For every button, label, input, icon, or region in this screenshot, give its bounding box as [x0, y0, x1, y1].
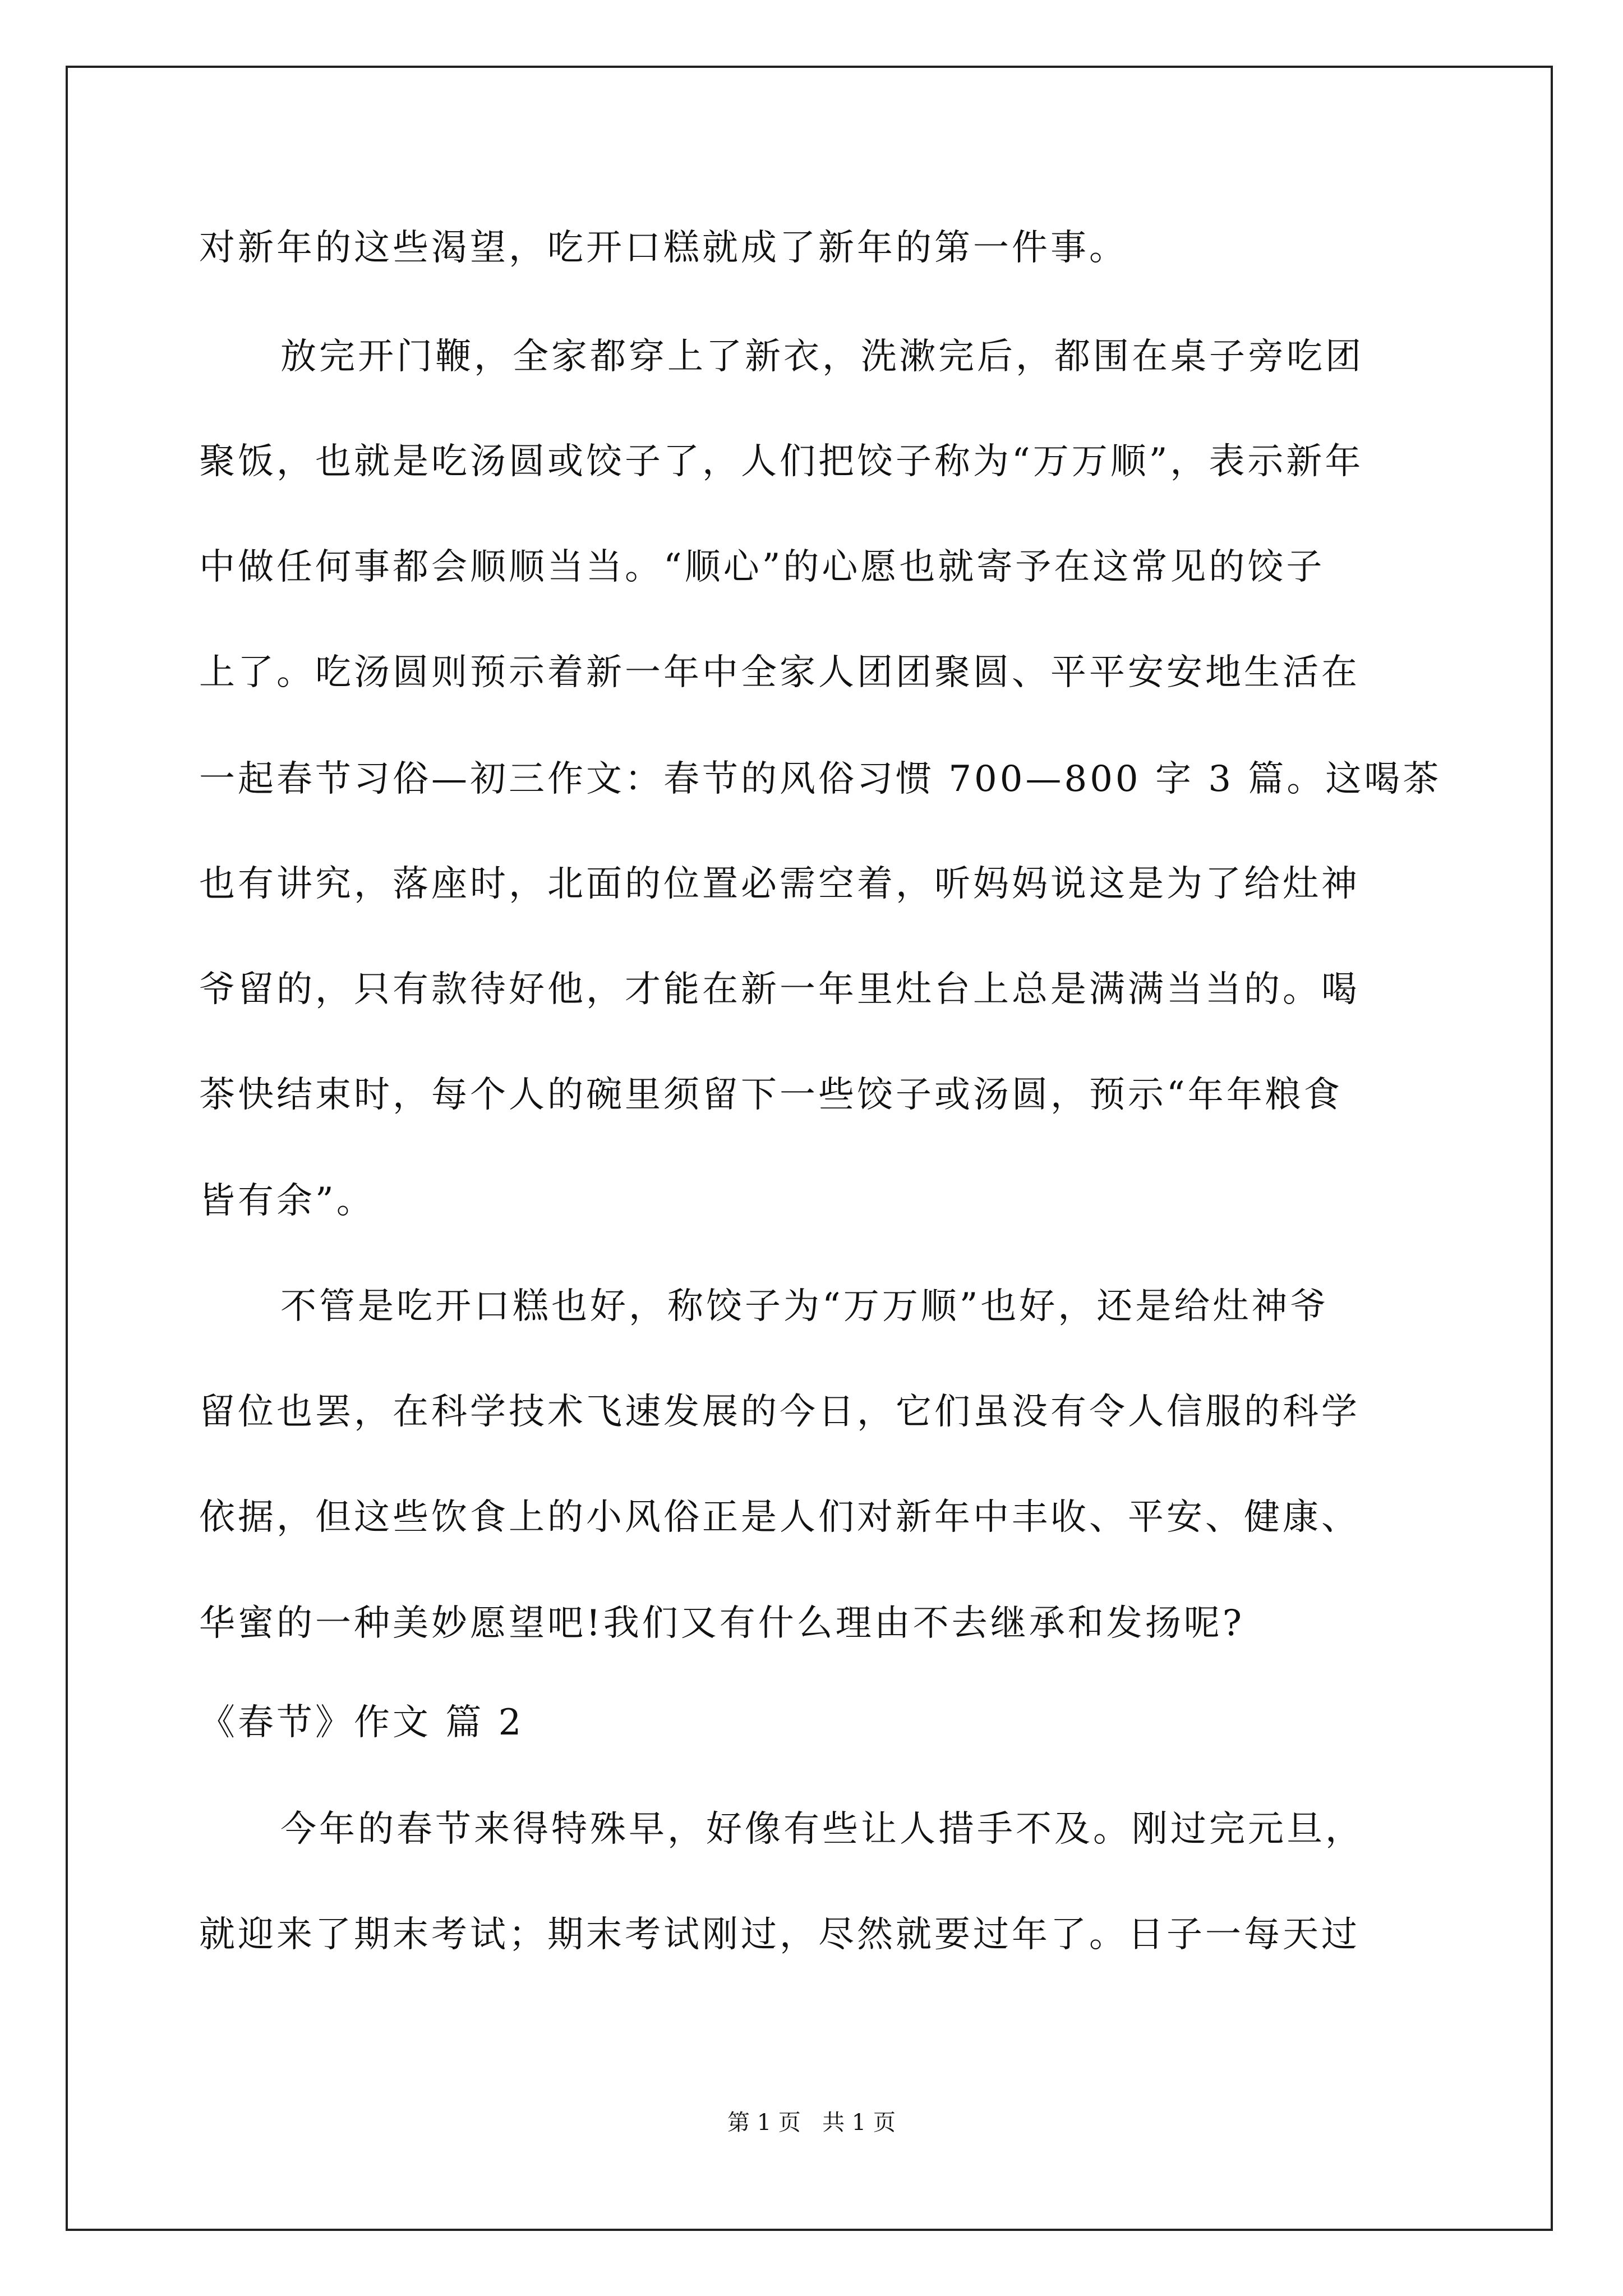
- text-line: 今年的春节来得特殊早，好像有些让人措手不及。刚过完元旦，: [280, 1809, 1364, 1850]
- text-line: 聚饭，也就是吃汤圆或饺子了，人们把饺子称为“万万顺”，表示新年: [199, 441, 1364, 482]
- text-line: 不管是吃开口糕也好，称饺子为“万万顺”也好，还是给灶神爷: [280, 1286, 1329, 1327]
- text-line: 依据，但这些饮食上的小风俗正是人们对新年中丰收、平安、健康、: [199, 1497, 1360, 1538]
- page-border: [66, 66, 1553, 2231]
- text-line: 皆有余”。: [199, 1180, 375, 1222]
- text-line: 留位也罢，在科学技术飞速发展的今日，它们虽没有令人信服的科学: [199, 1391, 1360, 1433]
- text-line: 放完开门鞭，全家都穿上了新衣，洗漱完后，都围在桌子旁吃团: [280, 336, 1364, 378]
- text-line: 上了。吃汤圆则预示着新一年中全家人团团聚圆、平平安安地生活在: [199, 652, 1360, 693]
- text-line: 爷留的，只有款待好他，才能在新一年里灶台上总是满满当当的。喝: [199, 969, 1360, 1010]
- text-line: 对新年的这些渴望，吃开口糕就成了新年的第一件事。: [199, 227, 1128, 269]
- text-line: 华蜜的一种美妙愿望吧!我们又有什么理由不去继承和发扬呢?: [199, 1603, 1245, 1644]
- text-line: 也有讲究，落座时，北面的位置必需空着，听妈妈说这是为了给灶神: [199, 863, 1360, 905]
- text-line: 就迎来了期末考试；期末考试刚过，尽然就要过年了。日子一每天过: [199, 1914, 1360, 1955]
- text-line: 中做任何事都会顺顺当当。“顺心”的心愿也就寄予在这常见的饺子: [199, 546, 1325, 588]
- page-footer: 第 1 页 共 1 页: [727, 2110, 896, 2136]
- text-line: 茶快结束时，每个人的碗里须留下一些饺子或汤圆，预示“年年粮食: [199, 1074, 1343, 1116]
- text-line: 一起春节习俗—初三作文：春节的风俗习惯 700—800 字 3 篇。这喝茶: [199, 758, 1442, 800]
- section-heading: 《春节》作文 篇 2: [199, 1702, 524, 1743]
